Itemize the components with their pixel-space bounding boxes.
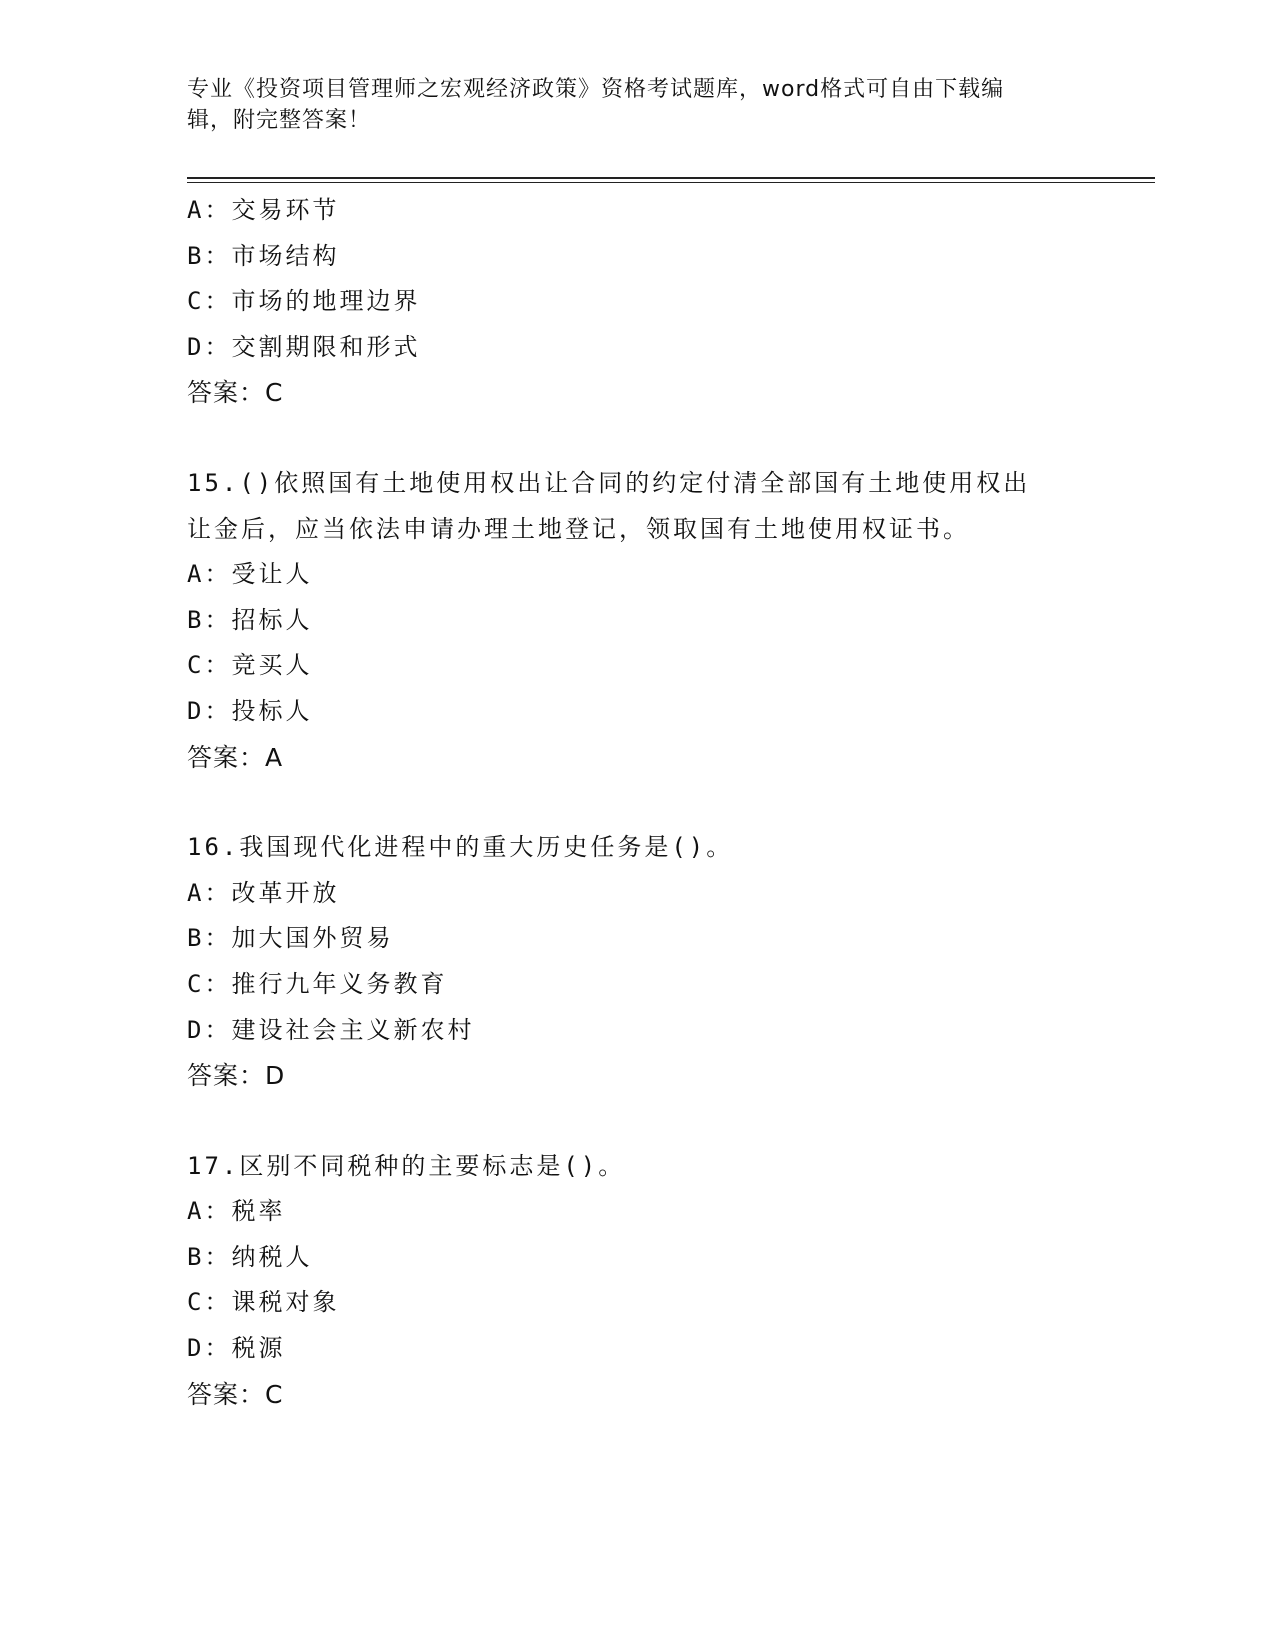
question-stem: 16.我国现代化进程中的重大历史任务是()。: [187, 833, 734, 862]
option-c: C：课税对象: [187, 1288, 340, 1317]
question-stem: [187, 461, 1067, 552]
question-stem: 17.区别不同税种的主要标志是()。: [187, 1151, 626, 1180]
answer-line: 答案：C: [187, 378, 284, 408]
question-stem-line-2: 让金后，应当依法申请办理土地登记，领取国有土地使用权证书。: [187, 514, 970, 543]
answer-line: 答案：D: [187, 1061, 286, 1091]
option-c: C：推行九年义务教育: [187, 969, 448, 998]
option-d: D：税源: [187, 1334, 286, 1363]
option-d: D：建设社会主义新农村: [187, 1015, 475, 1044]
option-c: C：竞买人: [187, 651, 313, 680]
option-a: A：交易环节: [187, 196, 340, 224]
option-b: B：加大国外贸易: [187, 924, 394, 953]
option-b: B：招标人: [187, 605, 313, 634]
question-stem-line-1: 15.()依照国有土地使用权出让合同的约定付清全部国有土地使用权出: [187, 468, 1031, 497]
question-16: [187, 825, 1087, 1099]
question-15: [187, 461, 1087, 780]
option-c: C：市场的地理边界: [187, 287, 421, 316]
question-list: [187, 188, 1087, 1417]
option-a: A：受让人: [187, 560, 313, 589]
header-line-2: 辑，附完整答案！: [187, 108, 372, 133]
option-d: D：投标人: [187, 696, 313, 725]
document-header: [187, 74, 1067, 136]
question-14-partial: [187, 188, 1087, 416]
option-b: B：纳税人: [187, 1242, 313, 1271]
option-a: A：税率: [187, 1197, 286, 1226]
header-line-1: 专业《投资项目管理师之宏观经济政策》资格考试题库，word格式可自由下载编: [187, 77, 1005, 102]
header-divider-thick: [187, 177, 1155, 179]
option-d: D：交割期限和形式: [187, 332, 421, 361]
option-b: B：市场结构: [187, 241, 340, 270]
option-a: A：改革开放: [187, 878, 340, 907]
answer-line: 答案：C: [187, 1379, 284, 1409]
question-17: [187, 1144, 1087, 1418]
answer-line: 答案：A: [187, 742, 284, 772]
header-divider-thin: [187, 182, 1155, 183]
